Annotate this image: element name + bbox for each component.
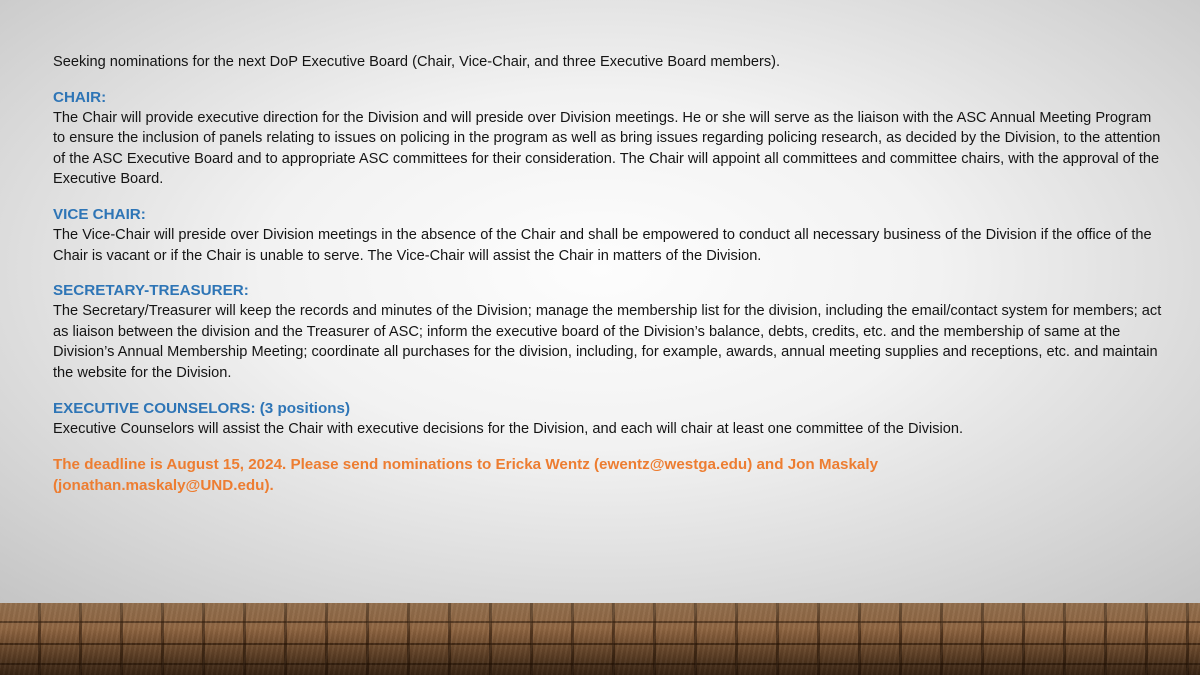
section-text-chair: The Chair will provide executive direction for the Division and will preside over Division meetings. He or she will serve as the liaison with the ASC Annual Meeting Program to ensure the inclusion of panels relating to issues on policing in the program as well as bring issues regarding policing research, as decided by the Division, to the attention of the ASC Executive Board and to appropriate ASC committees for their consideration. The Chair will appoint all committees and committee chairs, with the approval of the Executive Board. (53, 109, 1161, 188)
wood-floor-decoration (0, 603, 1200, 675)
section-heading-chair: CHAIR: (53, 88, 107, 106)
section-executive-counselors (53, 399, 1163, 440)
section-heading-executive-counselors: EXECUTIVE COUNSELORS: (3 positions) (53, 399, 351, 417)
section-heading-vice-chair: VICE CHAIR: (53, 205, 146, 223)
floor-shade (0, 603, 1200, 675)
deadline-notice: The deadline is August 15, 2024. Please send nominations to Ericka Wentz (ewentz@westga.edu) and Jon Maskaly (jonathan.maskaly@UND.edu). (53, 456, 879, 495)
section-chair (53, 88, 1163, 190)
intro-text: Seeking nominations for the next DoP Executive Board (Chair, Vice-Chair, and three Executive Board members). (53, 54, 781, 70)
section-secretary-treasurer (53, 281, 1163, 383)
section-text-vice-chair: The Vice-Chair will preside over Division meetings in the absence of the Chair and shall be empowered to conduct all necessary business of the Division if the office of the Chair is vacant or if the Chair is unable to serve. The Vice-Chair will assist the Chair in matters of the Division. (53, 226, 1152, 264)
section-text-executive-counselors: Executive Counselors will assist the Chair with executive decisions for the Division, and each will chair at least one committee of the Division. (53, 420, 964, 437)
section-heading-secretary-treasurer: SECRETARY-TREASURER: (53, 282, 249, 300)
section-vice-chair (53, 205, 1163, 266)
section-text-secretary-treasurer: The Secretary/Treasurer will keep the records and minutes of the Division; manage the membership list for the division, including the email/contact system for members; act as liaison between the division and the Treasurer of ASC; inform the executive board of the Division’s balance, debts, credits, etc. and the membership of same at the Division’s Annual Membership Meeting; coordinate all purchases for the division, including, for example, awards, annual meeting supplies and receptions, etc. and maintain the website for the Division. (53, 303, 1162, 381)
slide-content (53, 52, 1163, 496)
